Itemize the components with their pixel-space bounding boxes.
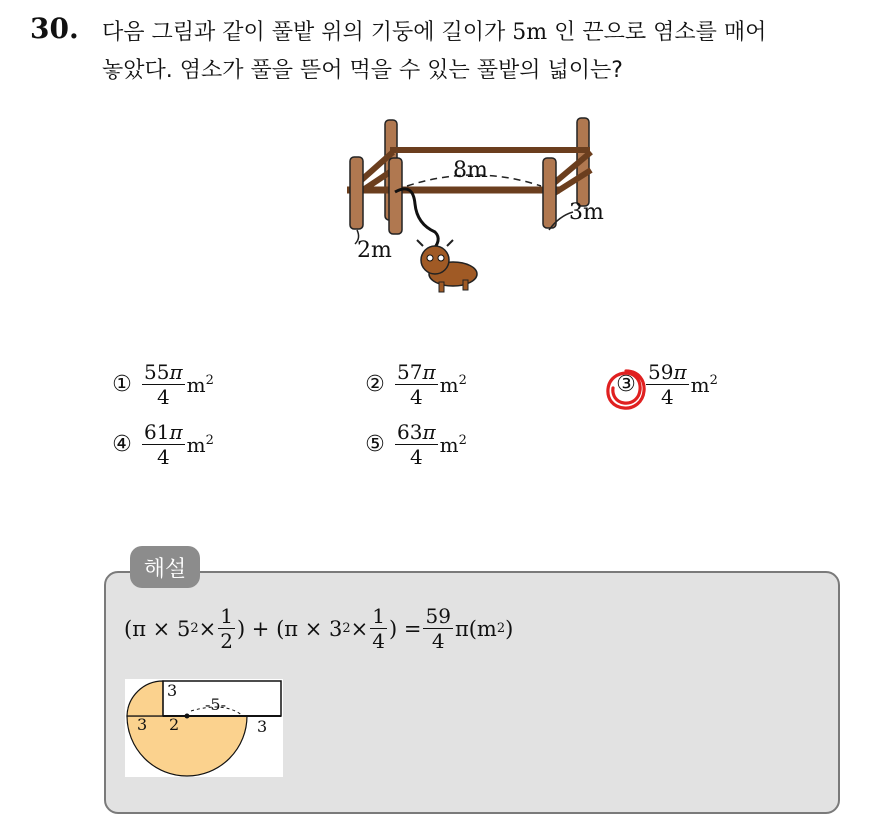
choice-1[interactable]: [104, 360, 214, 409]
choice-5[interactable]: [357, 420, 467, 469]
choice-fraction: $\frac{61\pi}{4}$: [144, 420, 183, 469]
label-short: 2m: [357, 238, 392, 263]
choice-fraction: $\frac{63\pi}{4}$: [397, 420, 436, 469]
label-width: 3m: [569, 200, 604, 225]
choice-number: ⑤: [365, 432, 385, 457]
solution-tag: 해설: [130, 546, 200, 588]
sol-label-five: -5-: [205, 695, 226, 714]
choice-2[interactable]: [357, 360, 467, 409]
question-line-1: 다음 그림과 같이 풀밭 위의 기둥에 길이가 5m 인 끈으로 염소를 매어: [102, 20, 767, 45]
choice-unit: $m^2$: [186, 432, 214, 457]
choice-number: ②: [365, 372, 385, 397]
question-text: [102, 14, 872, 90]
choice-number: ③: [616, 372, 636, 397]
sol-label-right3: 3: [257, 717, 268, 736]
sol-label-top3: 3: [167, 681, 178, 700]
question-line-2: 놓았다. 염소가 풀을 뜯어 먹을 수 있는 풀밭의 넓이는?: [102, 58, 623, 83]
choice-fraction: $\frac{59\pi}{4}$: [648, 360, 687, 409]
choice-number: ①: [112, 372, 132, 397]
choice-unit: $m^2$: [439, 432, 467, 457]
solution-diagram: [125, 679, 283, 777]
label-length: 8m: [453, 158, 488, 183]
choice-fraction: $\frac{55\pi}{4}$: [144, 360, 183, 409]
solution-equation: (π × 5 2 × $\frac{1}{2}$ ) + (π × 3 2 × $\frac{1}{4}$ ) = $\frac{59}{4}$ π(m 2 ): [124, 604, 514, 653]
choice-4[interactable]: [104, 420, 214, 469]
choice-fraction: $\frac{57\pi}{4}$: [397, 360, 436, 409]
choice-unit: $m^2$: [690, 372, 718, 397]
answer-mark-circle: [603, 367, 649, 413]
choice-unit: $m^2$: [186, 372, 214, 397]
sol-label-two: 2: [169, 715, 180, 734]
sol-label-left3: 3: [137, 715, 148, 734]
fence-goat-figure: [335, 112, 625, 302]
choice-unit: $m^2$: [439, 372, 467, 397]
question-number: 30.: [30, 12, 79, 45]
choice-number: ④: [112, 432, 132, 457]
